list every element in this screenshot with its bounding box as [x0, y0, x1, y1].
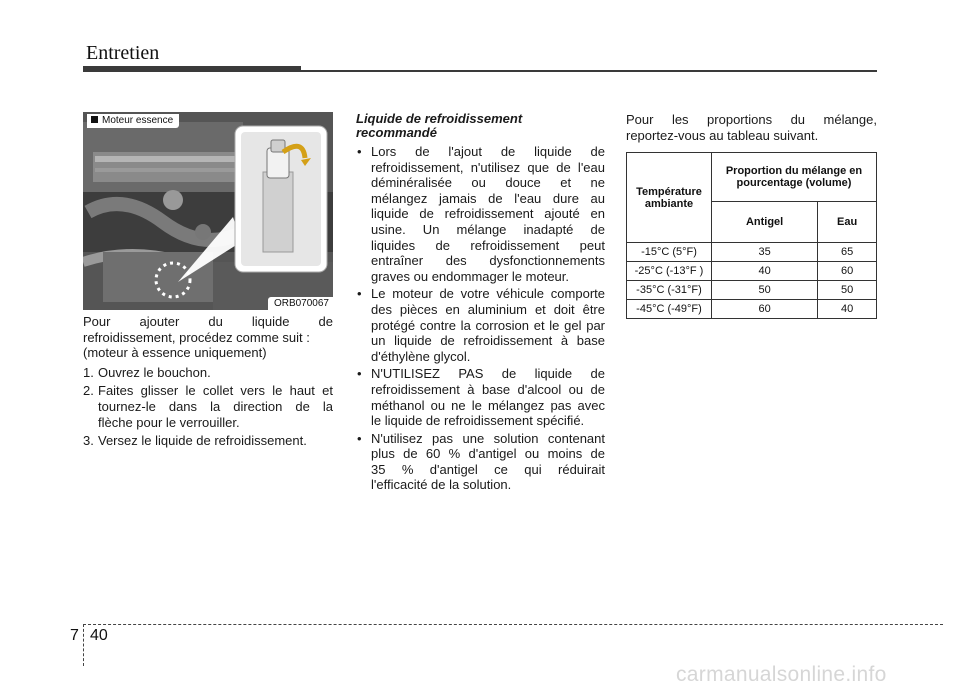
step-item	[83, 383, 333, 430]
heading-line: recommandé	[356, 125, 437, 140]
bullet-line: un liquide de refroidissement à base	[371, 333, 605, 349]
temp-cell: -35°C (-31°F)	[627, 281, 712, 300]
engine-photo	[83, 112, 333, 310]
bullet-line: entraîner des dysfonctionnements	[371, 253, 605, 269]
bullet-line: méthanol ou ne le mélangez pas avec	[371, 397, 605, 413]
eau-cell: 60	[818, 262, 877, 281]
column-2	[356, 112, 605, 493]
antigel-cell: 60	[712, 300, 818, 319]
bullet-line: 35 % d'antigel ce qui réduirait	[371, 461, 605, 477]
step-line: flèche pour le verrouiller.	[98, 414, 240, 430]
step-line: Ouvrez le bouchon.	[98, 364, 211, 380]
temp-cell: -25°C (-13°F )	[627, 262, 712, 281]
engine-illustration	[83, 112, 333, 310]
antigel-cell: 35	[712, 243, 818, 262]
antigel-cell: 40	[712, 262, 818, 281]
intro-line: reportez-vous au tableau suivant.	[626, 127, 819, 143]
bullet-line: protégé contre la corrosion et le gel par	[371, 317, 605, 333]
table-row	[627, 262, 877, 281]
bullet-dot: •	[357, 144, 362, 159]
eau-cell: 40	[818, 300, 877, 319]
bullet-line: N'utilisez pas une solution contenant	[371, 430, 605, 446]
square-bullet-icon	[91, 116, 98, 123]
eau-cell: 50	[818, 281, 877, 300]
bullet-line: liquide de refroidissement ajouté en	[371, 206, 605, 222]
bullet-item	[356, 431, 605, 493]
bullet-line: refroidissement, n'utilisez que de l'eau	[371, 159, 605, 175]
figure-code: ORB070067	[268, 297, 333, 310]
bullet-dot: •	[357, 286, 362, 302]
figure-tag-label: Moteur essence	[102, 115, 174, 126]
chapter-number: 7	[70, 627, 79, 644]
footer-divider	[83, 624, 84, 666]
bullet-line: refroidissement à base d'alcool ou de	[371, 381, 605, 397]
bullet-line: plus de 60 % d'antigel ou moins de	[371, 446, 605, 462]
bullet-line: liquides de refroidissement peut	[371, 237, 605, 253]
intro-line: Pour les proportions du mélange,	[626, 112, 877, 127]
table-row	[627, 243, 877, 262]
temperature-header: Température ambiante	[627, 153, 712, 243]
step-number: 2.	[83, 383, 94, 399]
bullet-line: le liquide de refroidissement spécifié.	[371, 413, 585, 429]
header-rule-thick	[83, 66, 301, 72]
step-item	[83, 433, 333, 449]
bullet-line: des pièces en aluminium et doit être	[371, 301, 605, 317]
step-line: Versez le liquide de refroidissement.	[98, 433, 307, 449]
heading-line: Liquide de refroidissement	[356, 111, 523, 126]
mixture-table	[626, 152, 877, 319]
watermark: carmanualsonline.info	[676, 663, 887, 686]
footer-rule	[83, 624, 943, 625]
table-row	[627, 300, 877, 319]
intro-line: refroidissement, procédez comme suit :	[83, 329, 310, 345]
bullet-line: l'efficacité de la solution.	[371, 477, 512, 493]
eau-cell: 65	[818, 243, 877, 262]
section-heading	[356, 112, 605, 140]
column-1	[83, 314, 333, 449]
bullet-line: mélangez jamais de l'eau dure au	[371, 190, 605, 206]
antigel-cell: 50	[712, 281, 818, 300]
intro-line: Pour ajouter du liquide de	[83, 314, 333, 329]
bullet-item	[356, 286, 605, 364]
bullet-line: Lors de l'ajout de liquide de	[371, 144, 605, 159]
column-3	[626, 112, 877, 143]
bullet-line: déminéralisée ou douce et ne	[371, 175, 605, 191]
bullet-line: Le moteur de votre véhicule comporte	[371, 286, 605, 302]
step-item	[83, 365, 333, 381]
bullet-line: usine. Un mélange inadapté de	[371, 221, 605, 237]
temp-cell: -45°C (-49°F)	[627, 300, 712, 319]
bullet-item	[356, 366, 605, 428]
eau-header: Eau	[818, 202, 877, 243]
bullet-line: d'éthylène glycol.	[371, 348, 471, 364]
figure-tag	[87, 114, 179, 128]
header-rule-thin	[301, 70, 877, 72]
antigel-header: Antigel	[712, 202, 818, 243]
section-title: Entretien	[86, 42, 160, 64]
step-number: 3.	[83, 433, 94, 449]
step-number: 1.	[83, 364, 94, 380]
table-row	[627, 281, 877, 300]
bullet-line: N'UTILISEZ PAS de liquide de	[371, 366, 605, 382]
bullet-item	[356, 144, 605, 284]
bullet-dot: •	[357, 366, 362, 382]
proportion-header: Proportion du mélange en pourcentage (volume)	[712, 153, 877, 202]
page-number: 40	[90, 627, 108, 644]
temp-cell: -15°C (5°F)	[627, 243, 712, 262]
bullet-line: graves ou endommager le moteur.	[371, 268, 569, 284]
step-line: tournez-le dans la direction de la	[98, 398, 333, 414]
intro-line: (moteur à essence uniquement)	[83, 345, 267, 361]
bullet-dot: •	[357, 430, 362, 446]
step-line: Faites glisser le collet vers le haut et	[98, 383, 333, 399]
